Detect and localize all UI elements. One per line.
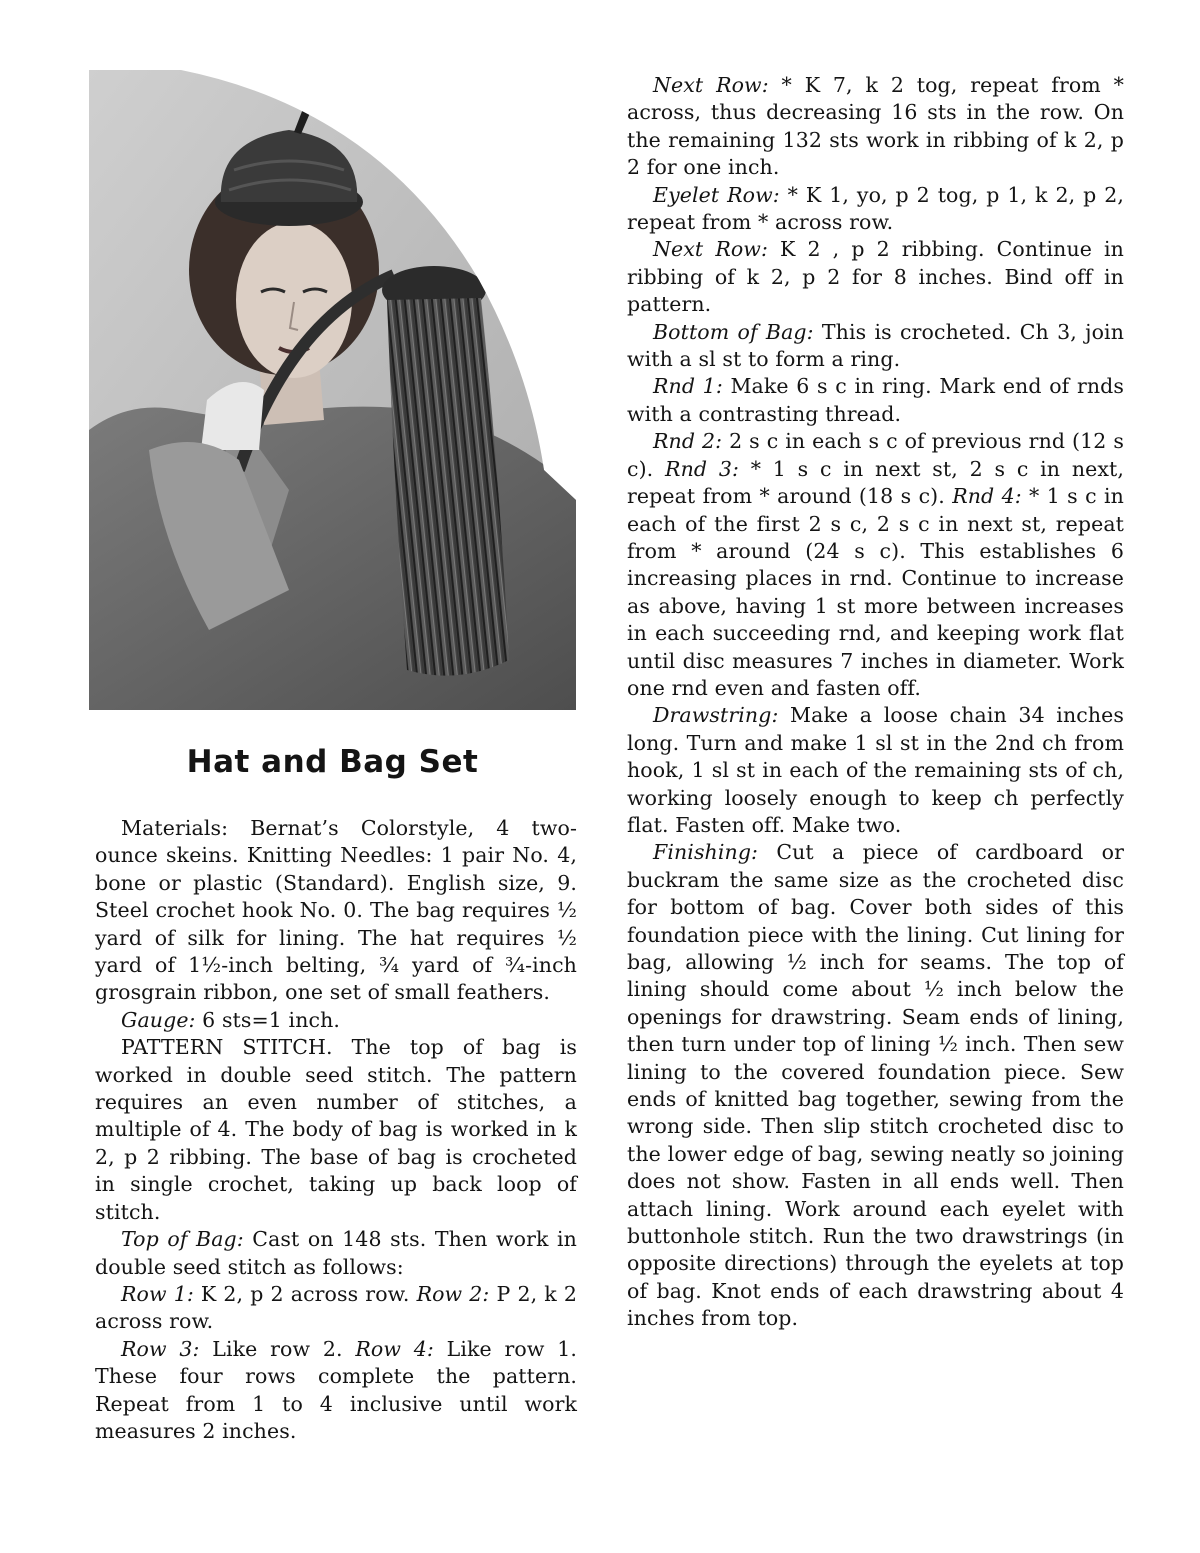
gauge-label: Gauge: — [121, 1007, 196, 1032]
row-1-text: K 2, p 2 across row. — [193, 1281, 417, 1306]
top-of-bag-paragraph — [95, 1226, 577, 1281]
drawstring-label: Drawstring: — [653, 703, 779, 728]
rnd-4-label: Rnd 4: — [952, 484, 1022, 509]
top-of-bag-label: Top of Bag: — [121, 1227, 244, 1252]
rnd-2-label: Rnd 2: — [653, 429, 723, 454]
left-column — [95, 815, 577, 1445]
row-4-label: Row 4: — [355, 1336, 434, 1361]
rnd-3-text: * 1 s c in next st, 2 s c in next, repeat from * around (18 s c). — [627, 456, 1124, 509]
bottom-of-bag-text: This is crocheted. Ch 3, join with a sl st to form a ring. — [627, 319, 1124, 372]
row-1-label: Row 1: — [121, 1281, 194, 1306]
next-row-1-text: * K 7, k 2 tog, repeat from * across, thus decreasing 16 sts in the row. On the remaining 132 sts work in ribbing of k 2, p 2 for one inch. — [627, 73, 1124, 180]
rnd-3-label: Rnd 3: — [665, 456, 739, 481]
hat-and-bag-photo — [89, 70, 576, 710]
drawstring-text: Make a loose chain 34 inches long. Turn and make 1 sl st in the 2nd ch from hook, 1 sl st in each of the remaining sts of ch, working loosely enough to keep ch perfectly flat. Fasten off. Make two. — [627, 703, 1124, 837]
next-row-2-text: K 2 , p 2 ribbing. Continue in ribbing of k 2, p 2 for 8 inches. Bind off in pattern. — [627, 237, 1124, 317]
pattern-stitch-paragraph: PATTERN STITCH. The top of bag is worked in double seed stitch. The pattern requires an even number of stitches, a multiple of 4. The body of bag is worked in k 2, p 2 ribbing. The base of bag is crocheted in single crochet, taking up back loop of stitch. — [95, 1035, 577, 1224]
rnd-1-label: Rnd 1: — [653, 374, 723, 399]
rnd-1-text: Make 6 s c in ring. Mark end of rnds with a contrasting thread. — [627, 374, 1124, 426]
top-of-bag-text: Cast on 148 sts. Then work in double seed stitch as follows: — [95, 1227, 577, 1279]
row-3-label: Row 3: — [121, 1336, 200, 1361]
row-4-text: Like row 1. These four rows complete the pattern. Repeat from 1 to 4 inclusive until work measures 2 inches. — [95, 1336, 578, 1443]
gauge-text: 6 sts=1 inch. — [195, 1007, 341, 1032]
rnd-4-text: * 1 s c in each of the first 2 s c, 2 s c in next st, repeat from * around (24 s c). This establishes 6 increasing places in rnd. Continue to increase as above, having 1 st more between increases in each succeeding rnd, and keeping work flat until disc measures 7 inches in diameter. Work one rnd even and fasten off. — [627, 484, 1124, 700]
right-column — [627, 72, 1124, 1333]
rnd-2-4-paragraph — [627, 428, 1124, 702]
row-2-text: P 2, k 2 across row. — [95, 1281, 578, 1334]
drawstring-paragraph — [627, 702, 1124, 839]
finishing-label: Finishing: — [653, 840, 759, 865]
bottom-of-bag-paragraph — [627, 319, 1124, 374]
next-row-2-label: Next Row: — [653, 237, 768, 262]
finishing-text: Cut a piece of cardboard or buckram the same size as the crocheted disc for bottom of bag. Cover both sides of this foundation piece with the lining. Cut lining for bag, allowing ½ inch for seams. The top of lining should come about ½ inch below the openings for drawstring. Seam ends of lining, then turn under top of lining ½ inch. Then sew lining to the covered foundation piece. Sew ends of knitted bag together, sewing from the wrong side. Then slip stitch crocheted disc to the lower edge of bag, sewing neatly so joining does not show. Fasten in all ends well. Then attach lining. Work around each eyelet with buttonhole stitch. Run the two drawstrings (in opposite directions) through the eyelets at top of bag. Knot ends of each drawstring about 4 inches from top. — [627, 840, 1124, 1331]
eyelet-row-label: Eyelet Row: — [653, 182, 780, 207]
rnd-1-paragraph — [627, 373, 1124, 428]
article-title: Hat and Bag Set — [186, 744, 479, 780]
rows-1-2-paragraph — [95, 1281, 577, 1336]
finishing-paragraph — [627, 839, 1124, 1332]
rows-3-4-paragraph — [95, 1336, 577, 1446]
materials-paragraph: Materials: Bernat’s Colorstyle, 4 two-ounce skeins. Knitting Needles: 1 pair No. 4, bone or plastic (Standard). English size, 9. Steel crochet hook No. 0. The bag requires ½ yard of silk for lining. The hat requires ½ yard of 1½-inch belting, ¾ yard of ¾-inch grosgrain ribbon, one set of small feathers. — [95, 816, 577, 1005]
next-row-1-label: Next Row: — [653, 73, 769, 97]
bottom-of-bag-label: Bottom of Bag: — [653, 319, 814, 344]
gauge-paragraph — [95, 1007, 577, 1034]
next-row-1-paragraph — [627, 72, 1124, 182]
eyelet-row-text: * K 1, yo, p 2 tog, p 1, k 2, p 2, repeat from * across row. — [627, 182, 1124, 235]
next-row-2-paragraph — [627, 236, 1124, 318]
eyelet-row-paragraph — [627, 182, 1124, 237]
rnd-2-text: 2 s c in each s c of previous rnd (12 s c). — [627, 429, 1124, 481]
row-3-text: Like row 2. — [199, 1336, 356, 1361]
row-2-label: Row 2: — [416, 1281, 490, 1306]
